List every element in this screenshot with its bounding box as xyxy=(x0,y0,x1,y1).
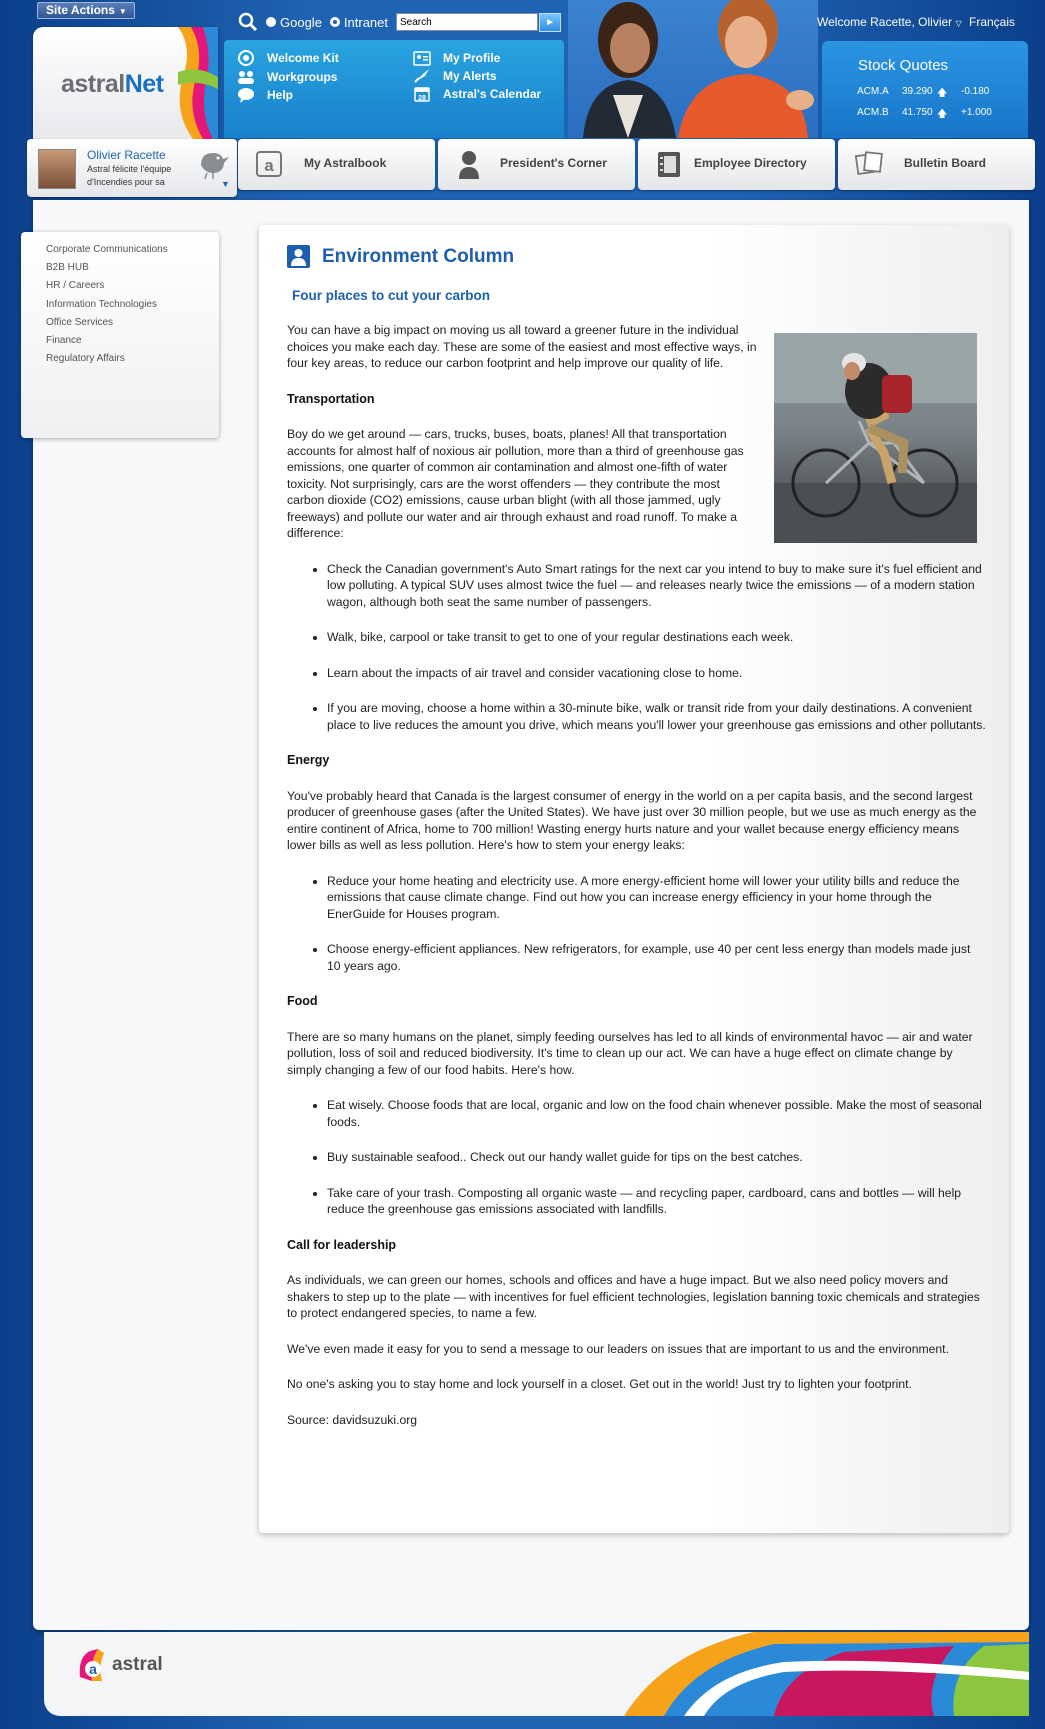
sidebar-item-regulatory-affairs[interactable]: Regulatory Affairs xyxy=(46,353,125,365)
footer xyxy=(44,1632,1029,1716)
article-subtitle: Four places to cut your carbon xyxy=(292,288,491,303)
list-item: • If you are moving, choose a home within a 30-minute bike, walk or transit ride from your daily destinations. A convenient place to live reduces the amount you drive, which means you'll lower your greenhouse gas emissions and other pollutants. xyxy=(327,700,987,733)
footer-logo[interactable] xyxy=(78,1647,163,1683)
tab-presidents-corner[interactable] xyxy=(438,139,635,190)
svg-text:a: a xyxy=(264,156,274,175)
quicklink-label: My Alerts xyxy=(443,69,497,83)
quicklink-label: My Profile xyxy=(443,51,501,65)
quicklink-my-profile[interactable] xyxy=(413,50,500,66)
chevron-down-icon: ▼ xyxy=(118,7,127,16)
quicklinks-panel xyxy=(224,40,564,138)
list-item: • Walk, bike, carpool or take transit to get to one of your regular destinations each week. xyxy=(327,629,987,646)
page-title xyxy=(287,245,514,268)
brand-name: astralNet xyxy=(61,70,164,98)
stock-price: 39.290 xyxy=(902,86,933,97)
profile-name[interactable]: Olivier Racette xyxy=(87,148,166,162)
stock-quotes-panel xyxy=(822,41,1028,138)
profile-icon xyxy=(413,50,431,66)
bulletin-icon xyxy=(854,149,884,179)
workgroups-icon xyxy=(237,69,255,85)
profile-status: Astral félicite l'équipe d'Incendies pour sa xyxy=(87,164,172,187)
quicklink-welcome-kit[interactable] xyxy=(237,50,339,66)
arrow-up-icon: 🡅 xyxy=(937,109,948,120)
avatar[interactable] xyxy=(38,149,76,189)
president-icon xyxy=(454,149,484,179)
site-actions-menu[interactable] xyxy=(37,2,135,19)
column-title: Environment Column xyxy=(322,245,515,267)
tab-my-astralbook[interactable] xyxy=(238,139,435,190)
leadership-paragraph: No one's asking you to stay home and lock yourself in a closet. Get out in the world! Just try to lighten your footprint. xyxy=(287,1377,912,1391)
tab-employee-directory[interactable] xyxy=(638,139,835,190)
quicklink-label: Astral's Calendar xyxy=(443,87,542,101)
search-icon[interactable] xyxy=(238,12,258,32)
transport-paragraph: Boy do we get around — cars, trucks, buses, boats, planes! All that transportation accounts for almost half of noxious air pollution, more than a third of greenhouse gas emissions, one quarter of common air contamination and almost one-fifth of water toxicity. Not surprisingly, cars are the worst offenders — they contribute the most carbon dioxide (CO2) emissions, cause urban blight (with all those jammed, ugly freeways) and pollute our water and air through exhaust and road runoff. To make a difference: xyxy=(287,427,744,540)
section-heading-leadership: Call for leadership xyxy=(287,1237,397,1252)
tab-label: My Astralbook xyxy=(304,156,387,170)
article-source: Source: davidsuzuki.org xyxy=(287,1412,418,1427)
google-radio[interactable] xyxy=(266,17,276,27)
alerts-icon xyxy=(413,68,431,84)
astral-logo-icon xyxy=(78,1647,106,1683)
sidebar-item-b2b-hub[interactable]: B2B HUB xyxy=(46,262,89,274)
article-intro: You can have a big impact on moving us all toward a greener future in the individual choices you make each day. These are some of the easiest and most effective ways, in four key areas, to reduce our carbon footprint and help improve our quality of life. xyxy=(287,323,757,370)
sidebar-item-corporate-communications[interactable]: Corporate Communications xyxy=(46,244,168,255)
food-list xyxy=(327,1097,987,1218)
profile-tab[interactable] xyxy=(27,139,237,197)
intranet-radio[interactable] xyxy=(330,17,340,27)
list-item: • Choose energy-efficient appliances. New refrigerators, for example, use 40 per cent less energy than models made just 10 years ago. xyxy=(327,941,987,974)
section-heading-food: Food xyxy=(287,994,318,1008)
quicklink-my-alerts[interactable] xyxy=(413,68,497,84)
intranet-label: Intranet xyxy=(343,14,389,30)
quicklink-help[interactable] xyxy=(237,87,293,103)
sidebar-item-information-technologies[interactable]: Information Technologies xyxy=(46,298,157,310)
stock-change: +1.000 xyxy=(961,107,992,118)
quicklink-label: Welcome Kit xyxy=(267,51,339,65)
sidebar-item-office-services[interactable]: Office Services xyxy=(46,316,114,328)
chevron-down-icon[interactable]: ▽ xyxy=(955,19,962,28)
quicklink-workgroups[interactable] xyxy=(237,69,337,85)
person-icon xyxy=(287,245,310,268)
banner-people-image xyxy=(568,0,818,138)
sidebar-item-hr-careers[interactable]: HR / Careers xyxy=(46,280,105,292)
search-go-button[interactable]: ► xyxy=(539,13,561,32)
welcome-text: Welcome Racette, Olivier xyxy=(817,15,953,29)
help-icon xyxy=(237,87,255,103)
site-actions-label: Site Actions xyxy=(46,3,115,17)
stock-row xyxy=(857,86,989,103)
stock-price: 41.750 xyxy=(902,107,933,118)
article-card xyxy=(259,225,1009,1533)
list-item: • Learn about the impacts of air travel and consider vacationing close to home. xyxy=(327,665,987,682)
astralbook-icon xyxy=(254,149,284,179)
footer-brand: astral xyxy=(112,1654,163,1675)
list-item: • Eat wisely. Choose foods that are local, organic and low on the food chain whenever possible. Make the most of seasonal foods. xyxy=(327,1097,987,1130)
tab-label: Employee Directory xyxy=(694,156,807,170)
leadership-paragraph: We've even made it easy for you to send a message to our leaders on issues that are important to us and the environment. xyxy=(287,1341,949,1356)
leadership-paragraph: As individuals, we can green our homes, schools and offices and have a huge impact. But we also need policy movers and shakers to step up to the plate — with incentives for fuel efficient technologies, legislation banning toxic chemicals and strategies to protect endangered species, to name a few. xyxy=(287,1273,980,1320)
footer-swirl-graphic xyxy=(624,1632,1029,1716)
search-input[interactable] xyxy=(396,13,538,31)
tab-label: President's Corner xyxy=(500,156,607,170)
article-body xyxy=(287,322,987,1447)
list-item: • Reduce your home heating and electricity use. A more energy-efficient home will lower your utility bills and reduce the emissions that cause climate change. Find out how you can increase energy efficiency in your home through the EnerGuide for Houses program. xyxy=(327,873,987,923)
food-paragraph: There are so many humans on the planet, simply feeding ourselves has led to all kinds of environmental havoc — air and water pollution, loss of soil and reduced biodiversity. It's time to clean up our act. We can have a huge effect on climate change by simply changing a few of our food habits. Here's how. xyxy=(287,1029,973,1077)
directory-icon xyxy=(654,149,684,179)
stock-symbol: ACM.B xyxy=(857,107,889,118)
bird-icon[interactable] xyxy=(195,145,231,181)
list-item: • Take care of your trash. Composting all organic waste — and recycling paper, cardboard, cans and bottles — will help reduce the greenhouse gas emissions associated with landfills. xyxy=(327,1185,987,1218)
chevron-down-icon[interactable]: ▼ xyxy=(221,179,230,189)
stock-row xyxy=(857,107,992,124)
welcome-bar xyxy=(817,15,1015,29)
calendar-icon xyxy=(413,86,431,102)
stock-symbol: ACM.A xyxy=(857,86,889,97)
header-banner-photo xyxy=(568,0,818,138)
list-item: • Buy sustainable seafood.. Check out our handy wallet guide for tips on the best catches. xyxy=(327,1149,987,1166)
stock-title: Stock Quotes xyxy=(858,57,949,74)
tab-bulletin-board[interactable] xyxy=(838,139,1035,190)
transport-list xyxy=(327,561,987,734)
google-label: Google xyxy=(280,14,322,30)
sidebar-nav xyxy=(21,232,219,438)
tab-label: Bulletin Board xyxy=(904,156,987,170)
sidebar-item-finance[interactable]: Finance xyxy=(46,334,82,346)
svg-text:28: 28 xyxy=(418,95,426,102)
welcome-icon xyxy=(237,50,255,66)
svg-text:a: a xyxy=(89,1661,97,1677)
energy-paragraph: You've probably heard that Canada is the largest consumer of energy in the world on a per capita basis, and the second largest producer of greenhouse gases (after the United States). We have just over 30 million people, but we use as much energy as the entire continent of Africa, home to 700 million! Wasting energy hurts nature and your wallet because energy efficiency means lower bills as well as less pollution. Here's how to stem your energy leaks: xyxy=(287,788,977,852)
search-bar xyxy=(238,11,561,33)
quicklink-calendar[interactable] xyxy=(413,86,541,102)
astralnet-logo[interactable] xyxy=(33,27,218,139)
stock-change: -0.180 xyxy=(961,86,990,97)
quicklink-label: Help xyxy=(267,88,294,102)
section-heading-energy: Energy xyxy=(287,753,330,767)
arrow-up-icon: 🡅 xyxy=(937,88,948,99)
language-toggle[interactable]: Français xyxy=(969,15,1016,29)
section-heading-transportation: Transportation xyxy=(287,391,375,406)
quicklink-label: Workgroups xyxy=(267,70,338,84)
logo-swirl-icon xyxy=(173,27,218,139)
list-item: • Check the Canadian government's Auto Smart ratings for the next car you intend to buy to make sure it's fuel efficient and low polluting. A typical SUV uses almost twice the fuel — and releases nearly twice the emissions — of a modern station wagon, although both seat the same number of passengers. xyxy=(327,561,987,611)
energy-list xyxy=(327,873,987,975)
